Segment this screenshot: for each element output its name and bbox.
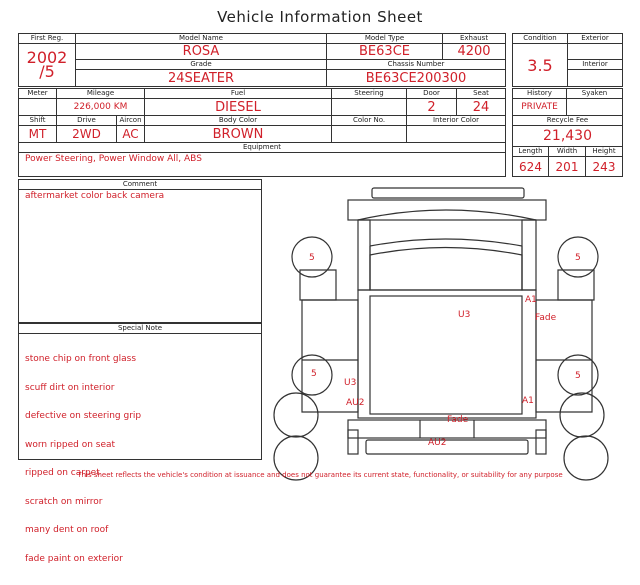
mark-u3-roof: U3: [458, 310, 471, 320]
exhaust-value: 4200: [443, 44, 506, 60]
height-label: Height: [586, 147, 623, 157]
special-note-item: defective on steering grip: [25, 411, 142, 421]
comment-text: aftermarket color back camera: [25, 191, 165, 201]
door-label: Door: [407, 89, 457, 99]
interior-color-label: Interior Color: [407, 116, 506, 126]
mark-au2-left: AU2: [346, 398, 365, 408]
mark-a1-upper: A1: [525, 295, 537, 305]
first-reg-month: /5: [39, 62, 55, 81]
windshield-outline: [358, 220, 370, 290]
drive-label: Drive: [57, 116, 117, 126]
syaken-value: [567, 99, 623, 116]
drive-value: 2WD: [57, 126, 117, 143]
front-bumper-outline: [372, 188, 524, 198]
color-no-label: Color No.: [332, 116, 407, 126]
side-table: [512, 88, 623, 177]
rear-bumper-outline: [366, 440, 528, 454]
aircon-label: Aircon: [117, 116, 145, 126]
header-table: [18, 33, 506, 87]
length-value: 624: [513, 157, 549, 177]
vehicle-diagram: [268, 178, 630, 470]
special-note-item: stone chip on front glass: [25, 354, 137, 364]
disclaimer-footer: This sheet reflects the vehicle's condition at issuance and does not guarantee its current state, functionality, or suitability for any purpose: [77, 471, 563, 479]
comment-label: Comment: [19, 180, 261, 190]
interior-color-value: [407, 126, 506, 143]
mark-au2-rear: AU2: [428, 438, 447, 448]
special-note-label: Special Note: [19, 324, 261, 334]
width-value: 201: [549, 157, 586, 177]
first-reg-year: 2002: [26, 48, 68, 67]
special-note-item: fade paint on exterior: [25, 553, 123, 564]
special-note-item: worn ripped on seat: [25, 439, 116, 450]
dash-outline: [370, 239, 522, 246]
meter-label: Meter: [19, 89, 57, 99]
special-note-item: ripped on carpet: [25, 468, 100, 478]
chassis-value: BE63CE200300: [327, 70, 506, 87]
equipment-label: Equipment: [19, 143, 506, 153]
roof-outline: [358, 290, 536, 418]
special-note-box: [18, 323, 262, 564]
front-glass-outline: [370, 248, 522, 291]
syaken-label: Syaken: [567, 89, 623, 99]
history-value: PRIVATE: [513, 99, 567, 116]
mileage-value: 226,000 KM: [57, 99, 145, 116]
height-value: 243: [586, 157, 623, 177]
history-label: History: [513, 89, 567, 99]
shift-value: MT: [19, 126, 57, 143]
mirror-right: [536, 430, 546, 454]
special-note-list: [19, 334, 261, 585]
windshield-outline-right: [522, 220, 536, 290]
model-type-label: Model Type: [327, 34, 443, 44]
condition-table: [512, 33, 623, 87]
left-side-upper: [300, 270, 336, 300]
fuel-value: DIESEL: [145, 99, 332, 116]
model-name-label: Model Name: [76, 34, 327, 44]
mileage-label: Mileage: [57, 89, 145, 99]
meter-value: [19, 99, 57, 116]
sheet-title: Vehicle Information Sheet: [217, 8, 423, 26]
steering-label: Steering: [332, 89, 407, 99]
first-reg-label: First Reg.: [19, 34, 76, 44]
model-type-value: BE63CE: [327, 44, 443, 60]
special-note-item: many dent on roof: [25, 525, 109, 535]
grade-label: Grade: [76, 60, 327, 70]
body-color-label: Body Color: [145, 116, 332, 126]
chassis-label: Chassis Number: [327, 60, 506, 70]
cab-outline: [358, 210, 536, 220]
steering-value: [332, 99, 407, 116]
interior-label: Interior: [568, 60, 623, 70]
specs-table: [18, 88, 506, 177]
mark-u3-left: U3: [344, 378, 357, 388]
seat-value: 24: [457, 99, 506, 116]
fuel-label: Fuel: [145, 89, 332, 99]
special-note-item: scratch on mirror: [25, 496, 103, 507]
roof-inner-outline: [370, 296, 522, 414]
spare-tire-left: [274, 393, 318, 437]
mark-tire-fl: 5: [309, 253, 315, 263]
condition-score: 3.5: [513, 44, 568, 87]
mark-fade-bottom: Fade: [447, 415, 469, 425]
condition-label: Condition: [513, 34, 568, 44]
recycle-label: Recycle Fee: [513, 116, 623, 126]
spare-tire-right: [560, 393, 604, 437]
shift-label: Shift: [19, 116, 57, 126]
grade-value: 24SEATER: [76, 70, 327, 87]
mark-tire-rr: 5: [575, 371, 581, 381]
equipment-value: Power Steering, Power Window All, ABS: [19, 153, 506, 177]
mark-tire-fr: 5: [575, 253, 581, 263]
first-reg-cell: [19, 44, 76, 87]
length-label: Length: [513, 147, 549, 157]
special-note-item: scuff dirt on interior: [25, 382, 115, 393]
mirror-left: [348, 430, 358, 454]
body-color-value: BROWN: [145, 126, 332, 143]
seat-label: Seat: [457, 89, 506, 99]
color-no-value: [332, 126, 407, 143]
interior-value: [568, 70, 623, 87]
comment-box: [18, 179, 262, 323]
exterior-label: Exterior: [568, 34, 623, 44]
exterior-value: [568, 44, 623, 60]
model-name-value: ROSA: [76, 44, 327, 60]
door-value: 2: [407, 99, 457, 116]
aircon-value: AC: [117, 126, 145, 143]
mark-fade-right: Fade: [535, 313, 557, 323]
mark-a1-lower: A1: [522, 396, 534, 406]
mark-tire-rl: 5: [311, 369, 317, 379]
width-label: Width: [549, 147, 586, 157]
exhaust-label: Exhaust: [443, 34, 506, 44]
recycle-value: 21,430: [513, 126, 623, 147]
